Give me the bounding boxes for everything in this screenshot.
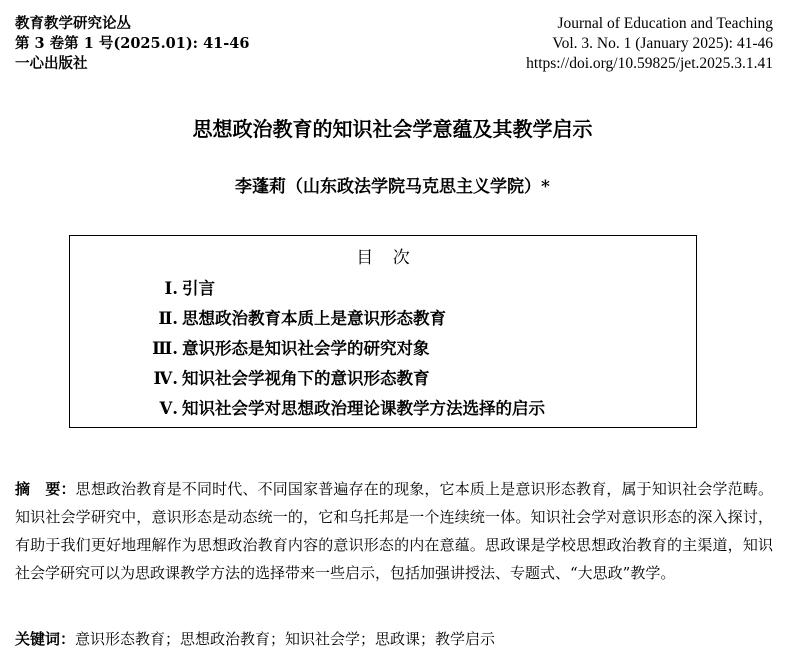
toc-item-3[interactable] <box>146 334 545 364</box>
volume-issue-cn: 第 3 卷第 1 号(2025.01): 41-46 <box>15 35 250 52</box>
paper-title: 思想政治教育的知识社会学意蕴及其教学启示 <box>192 117 593 141</box>
journal-name-cn: 教育教学研究论丛 <box>15 15 131 32</box>
author-affiliation: 李蓬莉（山东政法学院马克思主义学院）* <box>235 177 550 197</box>
journal-name-en: Journal of Education and Teaching <box>557 15 773 32</box>
toc-item-text: 知识社会学对思想政治理论课教学方法选择的启示 <box>182 399 545 418</box>
journal-header-chinese <box>15 14 249 74</box>
toc-item-text: 引言 <box>182 279 215 298</box>
volume-issue-en: Vol. 3. No. 1 (January 2025): 41-46 <box>552 35 773 52</box>
toc-list <box>146 274 545 424</box>
abstract <box>15 475 773 587</box>
toc-item-2[interactable] <box>146 304 545 334</box>
keywords-text: 意识形态教育；思想政治教育；知识社会学；思政课；教学启示 <box>75 630 496 648</box>
journal-header-english <box>526 14 773 74</box>
keywords-label: 关键词： <box>15 630 76 648</box>
table-of-contents <box>69 235 697 428</box>
doi-link[interactable]: https://doi.org/10.59825/jet.2025.3.1.41 <box>526 55 773 72</box>
toc-item-5[interactable] <box>146 394 545 424</box>
keywords <box>15 626 773 652</box>
toc-item-number: Ⅲ. <box>152 339 178 358</box>
toc-item-number: Ⅴ. <box>159 399 178 418</box>
toc-item-number: Ⅱ. <box>158 309 178 328</box>
abstract-text: 思想政治教育是不同时代、不同国家普遍存在的现象，它本质上是意识形态教育，属于知识社会学范畴。知识社会学研究中，意识形态是动态统一的，它和乌托邦是一个连续统一体。知识社会学对意识形态的深入探讨，有助于我们更好地理解作为思想政治教育内容的意识形态的内在意蕴。思政课是学校思想政治教育的主渠道，知识社会学研究可以为思政课教学方法的选择带来一些启示，包括加强讲授法、专题式、“大思政”教学。 <box>15 480 773 582</box>
toc-item-text: 意识形态是知识社会学的研究对象 <box>182 339 430 358</box>
toc-item-1[interactable] <box>146 274 545 304</box>
toc-item-4[interactable] <box>146 364 545 394</box>
toc-heading: 目 次 <box>356 248 410 268</box>
publisher-cn: 一心出版社 <box>15 55 88 72</box>
abstract-label: 摘 要： <box>15 480 76 498</box>
toc-item-text: 知识社会学视角下的意识形态教育 <box>182 369 430 388</box>
toc-item-number: Ⅰ. <box>164 279 178 298</box>
toc-item-number: Ⅳ. <box>153 369 178 388</box>
toc-item-text: 思想政治教育本质上是意识形态教育 <box>182 309 446 328</box>
